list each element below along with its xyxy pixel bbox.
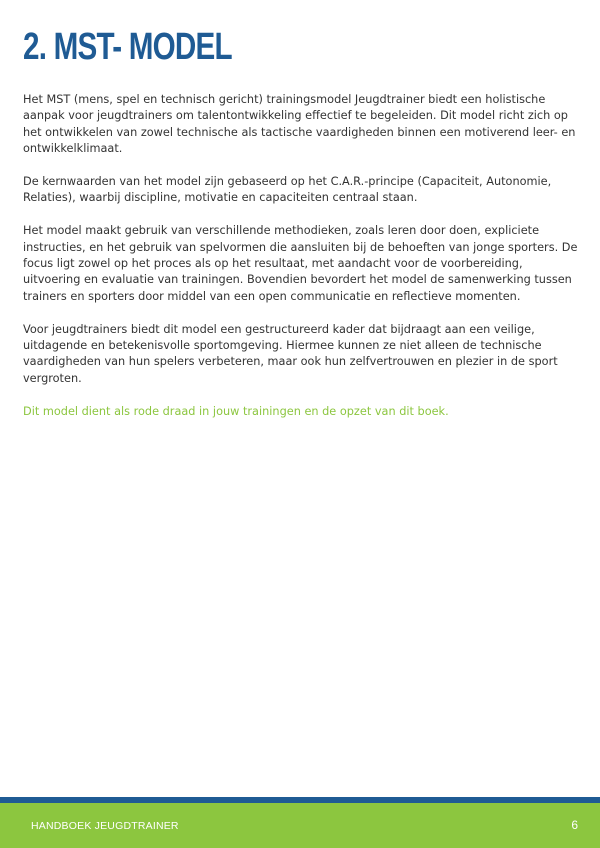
paragraph-benefits: Voor jeugdtrainers biedt dit model een gestructureerd kader dat bijdraagt aan een veilige, uitdagende en betekenisvolle sportomgeving. Hiermee kunnen ze niet alleen de technische vaardigheden van hun spelers verbeteren, maar ook hun zelfvertrouwen en plezier in de sport vergroten.	[23, 322, 558, 385]
page-title: 2. MST- MODEL	[23, 26, 232, 68]
paragraph-methods: Het model maakt gebruik van verschillende methodieken, zoals leren door doen, expliciete instructies, en het gebruik van spelvormen die aansluiten bij de behoeften van jonge sporters. De focus ligt zowel op het proces als op het resultaat, met aandacht voor de voorbereiding, uitvoering en evaluatie van trainingen. Bovendien bevordert het model de samenwerking tussen trainers en sporters door middel van een open communicatie en reflectieve momenten.	[23, 224, 578, 303]
page-footer	[0, 803, 600, 848]
paragraph-intro: Het MST (mens, spel en technisch gericht) trainingsmodel Jeugdtrainer biedt een holistische aanpak voor jeugdtrainers om talentontwikkeling effectief te begeleiden. Dit model richt zich op het ontwikkelen van zowel technische als tactische vaardigheden binnen een motiverend leer- en ontwikkelklimaat.	[23, 93, 576, 156]
page-number: 6	[571, 818, 578, 832]
highlight-statement: Dit model dient als rode draad in jouw trainingen en de opzet van dit boek.	[23, 404, 449, 418]
paragraph-core-values: De kernwaarden van het model zijn gebaseerd op het C.A.R.-principe (Capaciteit, Autonomie, Relaties), waarbij discipline, motivatie en capaciteiten centraal staan.	[23, 175, 552, 205]
body-text	[23, 92, 579, 436]
footer-book-title: HANDBOEK JEUGDTRAINER	[31, 820, 179, 832]
